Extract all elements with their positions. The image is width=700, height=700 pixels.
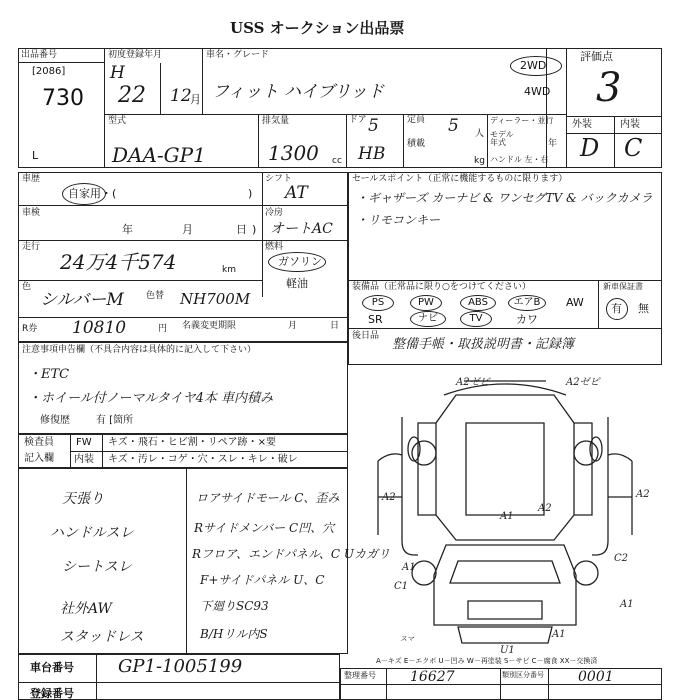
equip-abs: ABS — [460, 295, 496, 311]
mark-a1-right: A1 — [620, 599, 634, 610]
new-car-no: 無 — [638, 302, 649, 315]
remark-left-1: 天張り — [62, 491, 104, 507]
registration-label: 初度登録年月 — [108, 50, 163, 60]
usage-label: 車歴 — [22, 174, 41, 184]
color-value: シルバーM — [40, 290, 124, 310]
shift-label: シフト — [265, 174, 293, 184]
fuel-label: 燃料 — [265, 242, 284, 252]
damage-legend: A－キズ E－エクボ U－凹み W－再塗装 S－サビ C－腐食 XX－交換済 — [376, 657, 598, 665]
grade-value: 3 — [596, 65, 622, 111]
seats-unit: 人 — [475, 129, 485, 139]
chassis-value: GP1-1005199 — [118, 656, 243, 677]
remark-left-2: ハンドルスレ — [50, 525, 134, 541]
remark-right-3: Rフロア、エンドパネル、C Uカガリ — [192, 547, 390, 561]
registration-era: H — [110, 63, 125, 83]
equip-airbag: エアB — [508, 295, 546, 311]
inspector-label-1: 検査員 — [24, 437, 54, 448]
remark-right-5: 下廻りSC93 — [200, 599, 269, 613]
drive-2wd: 2WD — [520, 59, 547, 72]
repair-label: 修復歴 — [40, 415, 70, 426]
dealer-label: ディーラー・並行 — [490, 116, 554, 125]
load-label: 積載 — [407, 139, 426, 149]
model-year: 年 — [548, 139, 558, 149]
lot-number: 730 — [42, 86, 84, 111]
mark-a2-right: A2 — [636, 489, 650, 500]
equip-pw: PW — [410, 295, 442, 311]
doors-value: 5 — [368, 116, 379, 136]
after-value: 整備手帳・取扱説明書・記録簿 — [392, 337, 575, 352]
engine-label: 排気量 — [262, 116, 290, 126]
inspection-day: 日 — [236, 223, 247, 236]
car-name: フィット ハイブリッド — [212, 82, 385, 102]
mileage-unit: km — [222, 265, 236, 275]
model-year-label: モデル年式 — [490, 130, 514, 147]
registration-year: 22 — [118, 83, 146, 108]
engine-unit: cc — [332, 156, 342, 166]
after-label: 後日品 — [352, 331, 380, 341]
mark-u1-rear: U1 — [500, 645, 515, 655]
color-code-label: 色替 — [146, 291, 165, 301]
mileage-value: 24万4千574 — [60, 250, 177, 274]
mark-a2-front-left: A2ゼビ — [456, 377, 490, 388]
inspection-close: ) — [252, 223, 257, 236]
sales-point-2: ・リモコンキー — [356, 213, 441, 227]
equip-navi: ナビ — [410, 311, 446, 327]
mark-a2-left: A2 — [382, 492, 396, 503]
mark-a2-roof: A2 — [538, 503, 552, 514]
sheet-title: USS オークション出品票 — [230, 19, 405, 37]
chassis-label: 車台番号 — [30, 661, 74, 674]
lot-code: [2086] — [32, 66, 66, 77]
in-label: 内装 — [74, 454, 94, 465]
usage-close: ) — [248, 187, 253, 200]
load-unit: kg — [474, 156, 485, 166]
class-value: 0001 — [578, 669, 614, 685]
aircon-label: 冷房 — [265, 208, 284, 218]
expiry-label: 名義変更期限 — [182, 321, 237, 331]
model-mark: L — [32, 149, 39, 162]
handle-label: ハンドル 左・右 — [490, 155, 549, 164]
mark-a2-front-right: A2ゼビ — [566, 377, 600, 388]
seats-label: 定員 — [407, 115, 426, 125]
repair-value: 有 [箇所 — [96, 415, 134, 426]
registration-month-unit: 月 — [190, 93, 201, 106]
body-type: HB — [358, 144, 386, 164]
prefecture-label: 出品番号 — [21, 50, 58, 60]
remark-left-5: スタッドレス — [60, 629, 144, 645]
in-items: キズ・汚レ・コゲ・穴・スレ・キレ・破レ — [108, 454, 298, 465]
aircon-value: オートAC — [270, 221, 333, 237]
mileage-label: 走行 — [22, 242, 41, 252]
mark-front-bottom: スマ — [400, 635, 414, 643]
fuel-diesel: 軽油 — [286, 277, 308, 290]
remark-left-3: シートスレ — [62, 559, 132, 575]
mark-a1-left: A1 — [402, 562, 416, 573]
usage-value: 自家用・( — [68, 187, 117, 200]
shift-value: AT — [285, 183, 308, 203]
interior-grade: C — [624, 134, 643, 162]
class-label: 類別区分番号 — [502, 671, 544, 679]
remark-left-4: 社外AW — [60, 601, 112, 617]
equipment-label: 装備品（正常品に限り○をつけてください） — [352, 282, 531, 292]
model-label: 型式 — [108, 116, 127, 126]
recycle-unit: 円 — [158, 324, 168, 334]
note-2: ・ホイール付ノーマルタイヤ4本 車内積み — [28, 391, 273, 406]
expiry-month: 月 — [288, 321, 298, 331]
mark-a1-roof: A1 — [500, 511, 514, 522]
recycle-value: 10810 — [72, 318, 127, 338]
car-name-label: 車名・グレード — [206, 50, 270, 60]
recycle-label: R券 — [22, 324, 38, 334]
exterior-grade: D — [580, 134, 600, 162]
mark-c2-right: C2 — [614, 553, 629, 564]
equip-sr: SR — [368, 313, 383, 326]
inspection-year: 年 — [122, 223, 133, 236]
exterior-label: 外装 — [572, 119, 592, 130]
sales-point-label: セールスポイント（正常に機能するものに限ります） — [352, 174, 568, 184]
inspection-month: 月 — [182, 223, 193, 236]
model-value: DAA-GP1 — [112, 143, 206, 167]
remark-right-1: ロアサイドモール C、歪み — [196, 491, 340, 505]
notes-label: 注意事項申告欄（不具合内容は具体的に記入して下さい） — [22, 345, 257, 355]
expiry-day: 日 — [330, 321, 340, 331]
equip-ps: PS — [362, 295, 394, 311]
equip-tv: TV — [460, 311, 492, 327]
equip-leather: カワ — [516, 313, 538, 326]
doors-label: ドア — [349, 115, 367, 125]
fw-items: キズ・飛石・ヒビ割・リペア跡・×要 — [108, 437, 276, 448]
inspection-label: 車検 — [22, 208, 41, 218]
seats-value: 5 — [448, 116, 459, 136]
fuel-gas: ガソリン — [278, 255, 322, 268]
grade-label: 評価点 — [580, 50, 613, 63]
note-1: ・ETC — [28, 367, 70, 382]
drive-4wd: 4WD — [524, 85, 551, 98]
new-car-yes: 有 — [611, 302, 622, 315]
engine-value: 1300 — [268, 141, 319, 165]
fw-label: FW — [76, 437, 92, 448]
color-label: 色 — [22, 282, 32, 292]
serial-label: 整理番号 — [344, 671, 376, 680]
new-car-label: 新車保証書 — [603, 282, 643, 291]
remark-right-4: F+サイドパネル U、C — [200, 573, 325, 587]
remark-right-6: B/Hリル内S — [200, 627, 268, 641]
equip-aw: AW — [566, 296, 584, 309]
car-damage-diagram — [348, 365, 662, 655]
inspector-label-2: 記入欄 — [24, 453, 54, 464]
registration-month: 12 — [170, 86, 192, 106]
mark-c1-left: C1 — [394, 581, 409, 592]
remark-right-2: Rサイドメンバー C凹、穴 — [194, 521, 335, 535]
registration-number-label: 登録番号 — [30, 687, 74, 700]
color-code: NH700M — [180, 290, 251, 308]
sales-point-1: ・ギャザーズ カーナビ & ワンセグTV & バックカメラ — [356, 191, 653, 205]
interior-label: 内装 — [620, 119, 640, 130]
serial-value: 16627 — [410, 669, 455, 685]
mark-a1-rear: A1 — [552, 629, 566, 640]
